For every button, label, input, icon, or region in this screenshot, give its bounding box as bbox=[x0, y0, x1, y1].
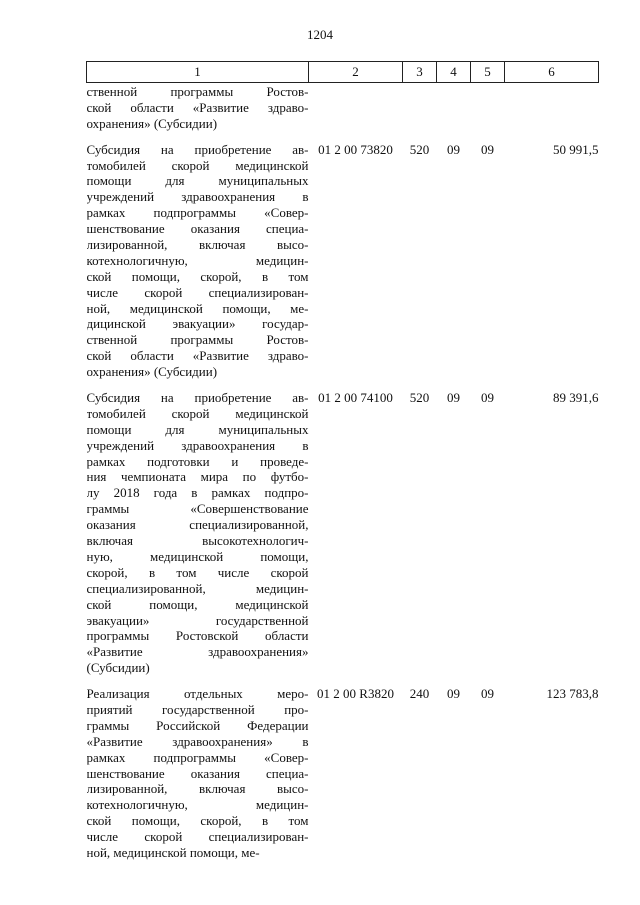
header-col-1: 1 bbox=[87, 62, 309, 83]
expense-name-line: томобилей скорой медицинской bbox=[86, 405, 309, 421]
target-article-cell: 01 2 00 74100 bbox=[318, 390, 393, 406]
expense-name-line: числе скорой специализирован- bbox=[86, 829, 309, 845]
expense-name-cell bbox=[87, 83, 309, 137]
subsection-cell: 09 bbox=[481, 390, 494, 406]
expense-name-line: томобилей скорой медицинской bbox=[86, 157, 309, 173]
expense-name-cell bbox=[87, 681, 309, 866]
expense-name-line: лу 2018 года в рамках подпро- bbox=[86, 485, 309, 501]
expense-name-line: помощи для муниципальных bbox=[86, 173, 309, 189]
subsection-cell: 09 bbox=[481, 141, 494, 157]
expense-name-line: учреждений здравоохранения в bbox=[86, 437, 309, 453]
header-col-4: 4 bbox=[437, 62, 471, 83]
expense-type-cell: 520 bbox=[409, 390, 430, 406]
expense-name-line: ную, медицинской помощи, bbox=[86, 548, 309, 564]
header-col-5: 5 bbox=[471, 62, 505, 83]
section-cell: 09 bbox=[447, 686, 460, 702]
expense-name-cell bbox=[87, 137, 309, 385]
expense-name-line: Субсидия на приобретение ав- bbox=[86, 141, 309, 157]
expense-name-line: ской помощи, скорой, в том bbox=[86, 813, 309, 829]
amount-cell: 123 783,8 bbox=[546, 686, 599, 702]
table-row bbox=[87, 385, 599, 681]
header-col-2: 2 bbox=[309, 62, 403, 83]
section-cell: 09 bbox=[447, 141, 460, 157]
expense-name-line: охранения» (Субсидии) bbox=[86, 115, 218, 131]
header-col-6: 6 bbox=[505, 62, 599, 83]
expense-name-line: шенствование оказания специа- bbox=[86, 221, 309, 237]
expense-name-line: «Развитие здравоохранения» в bbox=[86, 733, 309, 749]
subsection-cell bbox=[471, 83, 505, 137]
expense-name-line: числе скорой специализирован- bbox=[86, 284, 309, 300]
expense-name-line: граммы «Совершенствование bbox=[86, 501, 309, 517]
expense-type-cell: 240 bbox=[409, 686, 430, 702]
expense-name-line: ния чемпионата мира по футбо- bbox=[86, 469, 309, 485]
expense-name-line: шенствование оказания специа- bbox=[86, 765, 309, 781]
expense-name-line: рамках подпрограммы «Совер- bbox=[86, 749, 309, 765]
expense-name-line: ской области «Развитие здраво- bbox=[86, 99, 309, 115]
expense-name-line: ской помощи, скорой, в том bbox=[86, 268, 309, 284]
subsection-cell: 09 bbox=[481, 686, 494, 702]
expense-name-line: ственной программы Ростов- bbox=[86, 332, 309, 348]
table-row bbox=[87, 137, 599, 385]
target-article-cell bbox=[309, 83, 403, 137]
expense-name-line: котехнологичную, медицин- bbox=[86, 252, 309, 268]
expense-name-line: Субсидия на приобретение ав- bbox=[86, 390, 309, 406]
expense-name-line: оказания специализированной, bbox=[86, 517, 309, 533]
table-header-row bbox=[87, 62, 599, 83]
expense-name-line: приятий государственной про- bbox=[86, 701, 309, 717]
table-row bbox=[87, 681, 599, 866]
target-article-cell: 01 2 00 73820 bbox=[318, 141, 393, 157]
expense-name-line: скорой, в том числе скорой bbox=[86, 564, 309, 580]
amount-cell: 50 991,5 bbox=[553, 141, 599, 157]
table-body bbox=[87, 83, 599, 866]
expense-name-line: учреждений здравоохранения в bbox=[86, 189, 309, 205]
expense-name-line: лизированной, включая высо- bbox=[86, 237, 309, 253]
expense-name-line: Реализация отдельных меро- bbox=[86, 686, 309, 702]
expense-name-line: программы Ростовской области bbox=[86, 628, 309, 644]
expense-name-line: эвакуации» государственной bbox=[86, 612, 309, 628]
budget-table bbox=[86, 61, 599, 866]
expense-name-line: ной, медицинской помощи, ме- bbox=[86, 844, 260, 860]
amount-cell bbox=[505, 83, 599, 137]
expense-type-cell: 520 bbox=[409, 141, 430, 157]
expense-name-line: помощи для муниципальных bbox=[86, 421, 309, 437]
expense-name-line: специализированной, медицин- bbox=[86, 580, 309, 596]
expense-name-line: ной, медицинской помощи, ме- bbox=[86, 300, 309, 316]
expense-type-cell bbox=[403, 83, 437, 137]
expense-name-line: включая высокотехнологич- bbox=[86, 533, 309, 549]
expense-name-line: охранения» (Субсидии) bbox=[86, 364, 218, 380]
expense-name-cell bbox=[87, 385, 309, 681]
expense-name-line: «Развитие здравоохранения» bbox=[86, 644, 309, 660]
expense-name-line: рамках подготовки и проведе- bbox=[86, 453, 309, 469]
section-cell bbox=[437, 83, 471, 137]
header-col-3: 3 bbox=[403, 62, 437, 83]
expense-name-line: лизированной, включая высо- bbox=[86, 781, 309, 797]
expense-name-line: ственной программы Ростов- bbox=[86, 84, 309, 99]
target-article-cell: 01 2 00 R3820 bbox=[317, 686, 394, 702]
table-row bbox=[87, 83, 599, 137]
page-number: 1204 bbox=[307, 27, 333, 42]
amount-cell: 89 391,6 bbox=[553, 390, 599, 406]
expense-name-line: ской помощи, медицинской bbox=[86, 596, 309, 612]
expense-name-line: дицинской эвакуации» государ- bbox=[86, 316, 309, 332]
expense-name-line: котехнологичную, медицин- bbox=[86, 797, 309, 813]
expense-name-line: граммы Российской Федерации bbox=[86, 717, 309, 733]
expense-name-line: рамках подпрограммы «Совер- bbox=[86, 205, 309, 221]
expense-name-line: (Субсидии) bbox=[86, 660, 150, 676]
expense-name-line: ской области «Развитие здраво- bbox=[86, 348, 309, 364]
section-cell: 09 bbox=[447, 390, 460, 406]
